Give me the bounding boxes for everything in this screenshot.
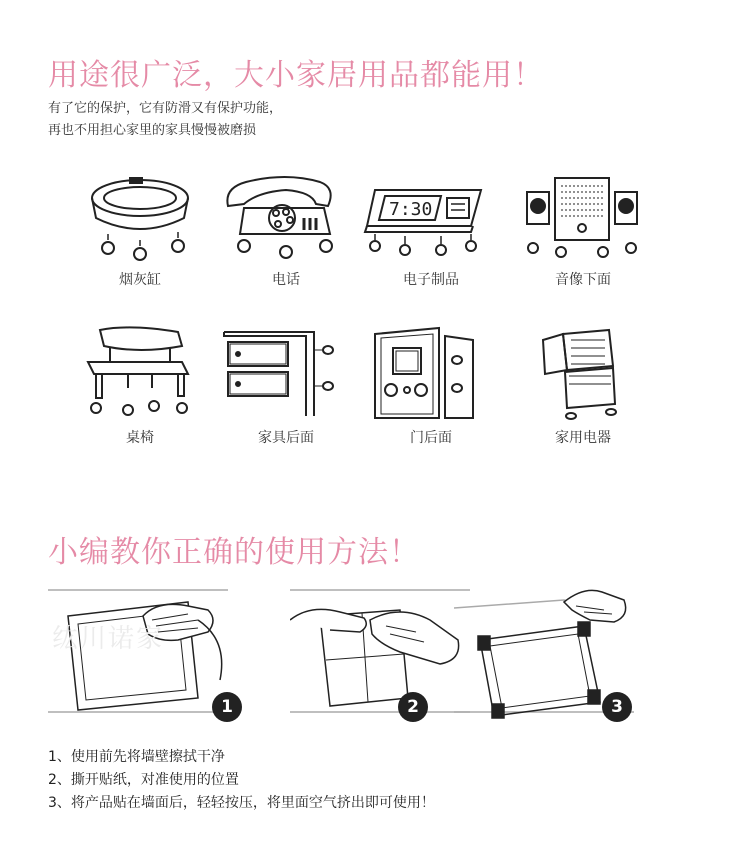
step-3-badge: 3 bbox=[602, 692, 632, 722]
instruction-item: 2、撕开贴纸，对准使用的位置 bbox=[48, 772, 239, 788]
section-title-usage: 用途很广泛，大小家居用品都能用！ bbox=[48, 58, 544, 93]
instruction-item: 1、使用前先将墙壁擦拭干净 bbox=[48, 749, 225, 765]
step-2-badge: 2 bbox=[398, 692, 428, 722]
cabinet-icon bbox=[216, 326, 356, 421]
usage-item-furniture bbox=[70, 326, 210, 456]
step-1-badge: 1 bbox=[212, 692, 242, 722]
usage-item-ashtray bbox=[70, 168, 210, 298]
steps-illustrations bbox=[48, 580, 718, 730]
instruction-item: 3、将产品贴在墙面后，轻轻按压，将里面空气挤出即可使用！ bbox=[48, 795, 435, 811]
ashtray-icon bbox=[70, 168, 210, 263]
usage-item-speakers bbox=[513, 168, 653, 298]
speaker-system-icon bbox=[513, 168, 653, 263]
usage-label: 音像下面 bbox=[555, 272, 611, 288]
usage-item-telephone bbox=[216, 168, 356, 298]
usage-label: 电子制品 bbox=[403, 272, 459, 288]
usage-grid bbox=[48, 168, 728, 458]
usage-label: 门后面 bbox=[410, 430, 452, 446]
watermark: 纮川诺家 bbox=[52, 624, 165, 654]
section-title-method: 小编教你正确的使用方法！ bbox=[48, 535, 420, 570]
usage-item-electronics bbox=[361, 168, 501, 298]
intro-line: 有了它的保护，它有防滑又有保护功能， bbox=[48, 101, 283, 116]
telephone-icon bbox=[216, 168, 356, 263]
step-3-panel bbox=[454, 580, 644, 722]
door-icon bbox=[361, 326, 501, 421]
usage-item-cabinet bbox=[216, 326, 356, 456]
usage-label: 家具后面 bbox=[258, 430, 314, 446]
usage-item-door bbox=[361, 326, 501, 456]
appliance-icon bbox=[513, 326, 653, 421]
usage-label: 电话 bbox=[272, 272, 300, 288]
usage-label: 烟灰缸 bbox=[119, 272, 161, 288]
usage-label: 桌椅 bbox=[126, 430, 154, 446]
electronic-clock-icon bbox=[361, 168, 501, 263]
svg-text:7:30: 7:30 bbox=[389, 199, 433, 220]
instructions-list bbox=[48, 746, 435, 815]
peel-sticker-illustration bbox=[290, 580, 480, 722]
usage-item-appliance bbox=[513, 326, 653, 456]
intro-line: 再也不用担心家里的家具慢慢被磨损 bbox=[48, 123, 257, 138]
table-chair-icon bbox=[70, 326, 210, 421]
step-2-panel bbox=[290, 580, 480, 722]
usage-label: 家用电器 bbox=[555, 430, 611, 446]
intro-text bbox=[48, 98, 282, 142]
